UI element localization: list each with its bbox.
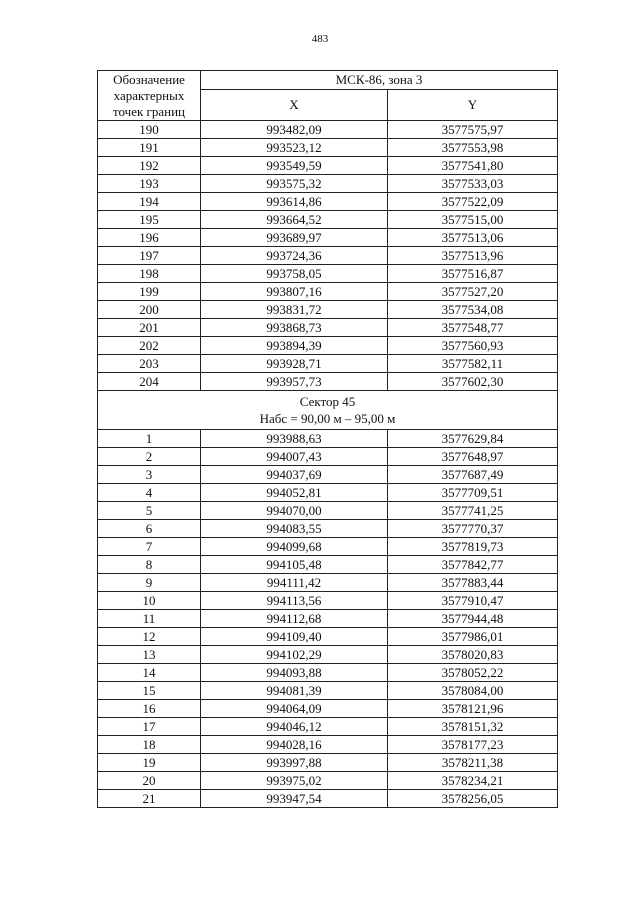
table-row xyxy=(98,175,558,193)
y-coordinate-cell: 3578256,05 xyxy=(388,790,558,808)
y-coordinate-cell: 3577842,77 xyxy=(388,556,558,574)
point-number-cell: 193 xyxy=(98,175,201,193)
point-label-line: Обозначение xyxy=(113,72,185,87)
table-row xyxy=(98,754,558,772)
table-row xyxy=(98,301,558,319)
table-row xyxy=(98,538,558,556)
point-number-cell: 14 xyxy=(98,664,201,682)
table-row xyxy=(98,373,558,391)
sector-height-range: Набс = 90,00 м – 95,00 м xyxy=(259,411,396,426)
table-row xyxy=(98,319,558,337)
x-coordinate-cell: 993758,05 xyxy=(201,265,388,283)
x-coordinate-cell: 993689,97 xyxy=(201,229,388,247)
table-row xyxy=(98,430,558,448)
table-row xyxy=(98,484,558,502)
x-coordinate-cell: 993724,36 xyxy=(201,247,388,265)
y-coordinate-cell: 3578211,38 xyxy=(388,754,558,772)
point-number-cell: 16 xyxy=(98,700,201,718)
x-coordinate-cell: 993988,63 xyxy=(201,430,388,448)
point-number-cell: 190 xyxy=(98,121,201,139)
y-coordinate-cell: 3577648,97 xyxy=(388,448,558,466)
x-coordinate-cell: 993664,52 xyxy=(201,211,388,229)
y-coordinate-cell: 3577910,47 xyxy=(388,592,558,610)
table-row xyxy=(98,664,558,682)
point-number-cell: 21 xyxy=(98,790,201,808)
point-number-cell: 203 xyxy=(98,355,201,373)
table-row xyxy=(98,211,558,229)
y-coordinate-cell: 3577534,08 xyxy=(388,301,558,319)
x-coordinate-cell: 994037,69 xyxy=(201,466,388,484)
sector-body xyxy=(98,391,558,430)
point-number-cell: 197 xyxy=(98,247,201,265)
table-row xyxy=(98,466,558,484)
x-coordinate-cell: 993947,54 xyxy=(201,790,388,808)
x-coordinate-cell: 994093,88 xyxy=(201,664,388,682)
x-coordinate-cell: 994109,40 xyxy=(201,628,388,646)
y-coordinate-cell: 3577944,48 xyxy=(388,610,558,628)
block2-body xyxy=(98,430,558,808)
point-number-cell: 195 xyxy=(98,211,201,229)
table-row xyxy=(98,610,558,628)
point-number-cell: 192 xyxy=(98,157,201,175)
x-coordinate-cell: 994105,48 xyxy=(201,556,388,574)
coordinate-system-header: МСК-86, зона 3 xyxy=(201,71,558,90)
point-number-cell: 198 xyxy=(98,265,201,283)
x-coordinate-cell: 993523,12 xyxy=(201,139,388,157)
y-coordinate-cell: 3577629,84 xyxy=(388,430,558,448)
block1-body xyxy=(98,121,558,391)
table-row xyxy=(98,790,558,808)
x-coordinate-cell: 994102,29 xyxy=(201,646,388,664)
point-number-cell: 202 xyxy=(98,337,201,355)
y-coordinate-cell: 3577522,09 xyxy=(388,193,558,211)
y-coordinate-cell: 3577513,96 xyxy=(388,247,558,265)
y-coordinate-cell: 3577883,44 xyxy=(388,574,558,592)
table-row xyxy=(98,736,558,754)
x-coordinate-cell: 994028,16 xyxy=(201,736,388,754)
sector-title: Сектор 45 xyxy=(299,394,356,409)
point-number-cell: 17 xyxy=(98,718,201,736)
point-number-cell: 191 xyxy=(98,139,201,157)
point-number-cell: 8 xyxy=(98,556,201,574)
y-coordinate-cell: 3577986,01 xyxy=(388,628,558,646)
y-coordinate-cell: 3577513,06 xyxy=(388,229,558,247)
table-row xyxy=(98,772,558,790)
y-coordinate-cell: 3577741,25 xyxy=(388,502,558,520)
point-number-cell: 2 xyxy=(98,448,201,466)
y-coordinate-cell: 3577602,30 xyxy=(388,373,558,391)
point-number-cell: 201 xyxy=(98,319,201,337)
table-row xyxy=(98,139,558,157)
y-coordinate-cell: 3577541,80 xyxy=(388,157,558,175)
table-row xyxy=(98,247,558,265)
point-number-cell: 9 xyxy=(98,574,201,592)
x-coordinate-cell: 994081,39 xyxy=(201,682,388,700)
point-number-cell: 1 xyxy=(98,430,201,448)
x-coordinate-cell: 993831,72 xyxy=(201,301,388,319)
table-row xyxy=(98,448,558,466)
table-row xyxy=(98,502,558,520)
table-row xyxy=(98,574,558,592)
y-coordinate-cell: 3577527,20 xyxy=(388,283,558,301)
x-coordinate-cell: 994070,00 xyxy=(201,502,388,520)
table-row xyxy=(98,283,558,301)
y-coordinate-cell: 3577533,03 xyxy=(388,175,558,193)
point-label-header xyxy=(98,71,201,121)
y-coordinate-cell: 3578234,21 xyxy=(388,772,558,790)
table-row xyxy=(98,355,558,373)
x-coordinate-cell: 993894,39 xyxy=(201,337,388,355)
point-number-cell: 19 xyxy=(98,754,201,772)
x-coordinate-cell: 994064,09 xyxy=(201,700,388,718)
point-number-cell: 10 xyxy=(98,592,201,610)
y-coordinate-cell: 3577515,00 xyxy=(388,211,558,229)
coordinates-table xyxy=(97,70,558,808)
point-number-cell: 12 xyxy=(98,628,201,646)
table-row xyxy=(98,193,558,211)
y-coordinate-cell: 3577687,49 xyxy=(388,466,558,484)
y-coordinate-cell: 3578020,83 xyxy=(388,646,558,664)
y-coordinate-cell: 3577553,98 xyxy=(388,139,558,157)
point-number-cell: 200 xyxy=(98,301,201,319)
table-row xyxy=(98,592,558,610)
point-number-cell: 196 xyxy=(98,229,201,247)
y-coordinate-cell: 3577548,77 xyxy=(388,319,558,337)
table-row xyxy=(98,121,558,139)
table-row xyxy=(98,700,558,718)
x-coordinate-cell: 993807,16 xyxy=(201,283,388,301)
point-number-cell: 11 xyxy=(98,610,201,628)
x-coordinate-cell: 994099,68 xyxy=(201,538,388,556)
x-coordinate-cell: 994046,12 xyxy=(201,718,388,736)
table-row xyxy=(98,265,558,283)
y-coordinate-cell: 3577582,11 xyxy=(388,355,558,373)
table-row xyxy=(98,520,558,538)
table-row xyxy=(98,556,558,574)
point-number-cell: 199 xyxy=(98,283,201,301)
y-coordinate-cell: 3577819,73 xyxy=(388,538,558,556)
x-coordinate-cell: 994007,43 xyxy=(201,448,388,466)
point-number-cell: 20 xyxy=(98,772,201,790)
table-row xyxy=(98,646,558,664)
x-coordinate-cell: 994113,56 xyxy=(201,592,388,610)
x-coordinate-cell: 993549,59 xyxy=(201,157,388,175)
x-coordinate-cell: 994083,55 xyxy=(201,520,388,538)
y-coordinate-cell: 3577560,93 xyxy=(388,337,558,355)
table-row xyxy=(98,718,558,736)
x-column-header: X xyxy=(201,90,388,121)
x-coordinate-cell: 993928,71 xyxy=(201,355,388,373)
x-coordinate-cell: 993975,02 xyxy=(201,772,388,790)
point-number-cell: 194 xyxy=(98,193,201,211)
y-coordinate-cell: 3577709,51 xyxy=(388,484,558,502)
point-number-cell: 5 xyxy=(98,502,201,520)
point-number-cell: 3 xyxy=(98,466,201,484)
x-coordinate-cell: 993997,88 xyxy=(201,754,388,772)
table-row xyxy=(98,337,558,355)
x-coordinate-cell: 994052,81 xyxy=(201,484,388,502)
point-label-line: точек границ xyxy=(112,104,186,119)
y-coordinate-cell: 3577516,87 xyxy=(388,265,558,283)
x-coordinate-cell: 993575,32 xyxy=(201,175,388,193)
point-label-line: характерных xyxy=(113,88,185,103)
sector-cell xyxy=(98,391,558,430)
y-coordinate-cell: 3578084,00 xyxy=(388,682,558,700)
x-coordinate-cell: 994112,68 xyxy=(201,610,388,628)
x-coordinate-cell: 993482,09 xyxy=(201,121,388,139)
y-coordinate-cell: 3578121,96 xyxy=(388,700,558,718)
table-row xyxy=(98,682,558,700)
y-coordinate-cell: 3578052,22 xyxy=(388,664,558,682)
y-coordinate-cell: 3578177,23 xyxy=(388,736,558,754)
x-coordinate-cell: 994111,42 xyxy=(201,574,388,592)
x-coordinate-cell: 993868,73 xyxy=(201,319,388,337)
point-number-cell: 15 xyxy=(98,682,201,700)
y-coordinate-cell: 3577770,37 xyxy=(388,520,558,538)
point-number-cell: 204 xyxy=(98,373,201,391)
page-number: 483 xyxy=(311,33,329,45)
y-column-header: Y xyxy=(388,90,558,121)
point-number-cell: 7 xyxy=(98,538,201,556)
x-coordinate-cell: 993957,73 xyxy=(201,373,388,391)
point-number-cell: 18 xyxy=(98,736,201,754)
table-row xyxy=(98,229,558,247)
y-coordinate-cell: 3578151,32 xyxy=(388,718,558,736)
point-number-cell: 6 xyxy=(98,520,201,538)
table-row xyxy=(98,157,558,175)
point-number-cell: 13 xyxy=(98,646,201,664)
table-row xyxy=(98,628,558,646)
y-coordinate-cell: 3577575,97 xyxy=(388,121,558,139)
sector-row xyxy=(98,391,558,430)
point-number-cell: 4 xyxy=(98,484,201,502)
x-coordinate-cell: 993614,86 xyxy=(201,193,388,211)
